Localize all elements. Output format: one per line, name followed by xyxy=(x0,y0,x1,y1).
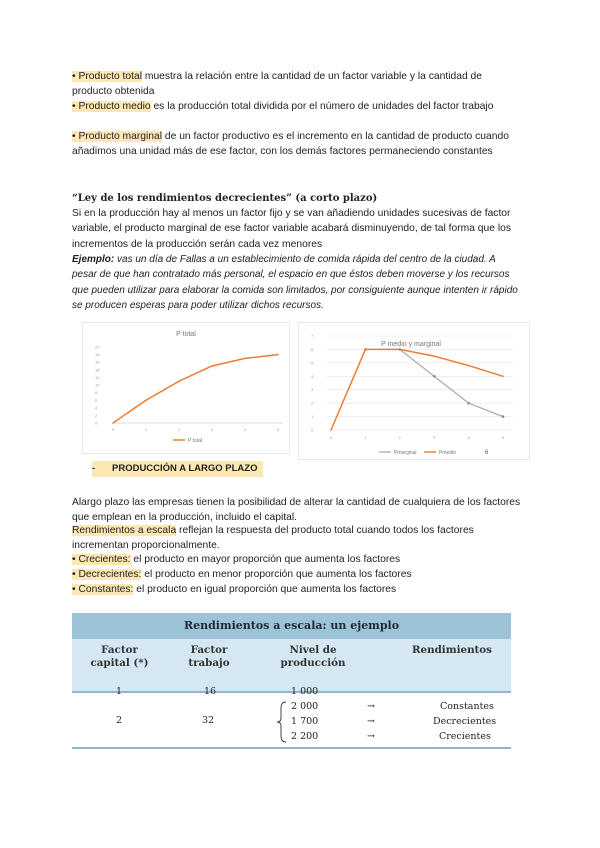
rendimientos-def-text: reflejan la respuesta del producto total cuando todos los factores incrementan proporcionalmente. xyxy=(72,525,474,552)
term-producto-marginal: • Producto marginal xyxy=(72,131,163,142)
chart1-x-tick: 0 xyxy=(111,427,115,432)
chart1-series-line xyxy=(113,355,278,423)
chart2-y-tick: 1 xyxy=(311,414,314,420)
chart2-title: P medio y marginal xyxy=(381,341,441,348)
chart1-legend-label: P total xyxy=(188,438,203,444)
chart2-y-tick: 5 xyxy=(311,360,314,366)
chart2-point-pmarginal xyxy=(467,402,470,405)
chart2-point-pmarginal xyxy=(433,375,436,378)
outcome-rend-2: Decrecientes xyxy=(433,716,497,727)
table-bottom-rule xyxy=(72,747,511,749)
chart2-y-tick: 3 xyxy=(311,387,314,393)
chart1-y-tick: 18 xyxy=(95,352,100,358)
chart2-x-tick: 4 xyxy=(467,435,470,440)
chart2-y-tick: 7 xyxy=(311,333,314,339)
table-brace xyxy=(276,700,290,744)
law-heading: “Ley de los rendimientos decrecientes” (a corto plazo) xyxy=(72,193,378,204)
term-producto-medio: • Producto medio xyxy=(72,101,151,112)
long-run-intro: Alargo plazo las empresas tienen la posibilidad de alterar la cantidad de cualquiera de los factores que emplean en la producción, incluido el capital. xyxy=(72,497,521,524)
term-constantes: • Constantes: xyxy=(72,584,134,595)
chart2-y-tick: 4 xyxy=(311,373,314,379)
chart2-point-pmedio xyxy=(365,349,367,351)
outcome-nivel-1: 2 000 xyxy=(291,701,319,712)
chart2-x-tick: 1 xyxy=(364,435,367,440)
table-header-row xyxy=(72,639,511,693)
chart1-y-tick: 10 xyxy=(95,382,100,388)
chart-p-total-svg xyxy=(83,323,289,453)
row2-capital: 2 xyxy=(116,715,123,726)
chart2-point-pmedio xyxy=(502,375,504,377)
header-trabajo: Factor trabajo xyxy=(188,644,230,669)
chart-p-medio-marginal-svg xyxy=(299,323,529,459)
type-decrecientes xyxy=(72,567,522,582)
section-bullet: - xyxy=(92,463,96,474)
term-decrecientes: • Decrecientes: xyxy=(72,569,142,580)
chart2-x-tick: 5 xyxy=(501,435,505,440)
chart1-y-tick: 20 xyxy=(95,344,100,350)
chart1-y-tick: 6 xyxy=(95,397,98,403)
rendimientos-def xyxy=(72,523,522,554)
row1-capital: 1 xyxy=(116,686,123,697)
def-marginal-text: de un factor productivo es el incremento en la cantidad de producto cuando añadimos una unidad más de ese factor, con los demás factores permaneciendo constantes xyxy=(72,131,509,158)
chart1-y-tick: 14 xyxy=(95,367,100,373)
section-title: PRODUCCIÓN A LARGO PLAZO xyxy=(112,463,258,474)
chart1-y-tick: 4 xyxy=(95,405,98,411)
chart1-y-tick: 16 xyxy=(95,359,100,365)
chart2-point-pmedio xyxy=(468,365,470,367)
chart2-legend-medio: Pmedio xyxy=(439,450,456,456)
term-crecientes: • Crecientes: xyxy=(72,554,131,565)
chart2-y-tick: 0 xyxy=(311,427,314,433)
chart-p-medio-marginal xyxy=(298,322,530,460)
chart2-y-tick: 6 xyxy=(311,346,314,352)
chart2-x-tick: 2 xyxy=(398,435,401,440)
def-total xyxy=(72,69,522,100)
chart1-x-tick: 4 xyxy=(243,427,247,432)
crecientes-text: el producto en mayor proporción que aumenta los factores xyxy=(130,554,401,565)
law-body: Si en la producción hay al menos un factor fijo y se van añadiendo unidades sucesivas de factor variable, el producto marginal de ese factor variable acabará disminuyendo, de tal forma que los incrementos de la producción serán cada vez menores xyxy=(72,208,512,250)
row1-trabajo: 16 xyxy=(204,686,217,697)
row2-trabajo: 32 xyxy=(202,715,215,726)
example-text: vas un día de Fallas a un establecimiento de comida rápida del centro de la ciudad. A pesar de que han contratado más personal, el espacio en que éstos deben moverse y los recursos que pueden utilizar para elaborar la comida son limitados, por consiguiente aunque intenten ir rápido se producen esperas para poder utilizar dichos recursos. xyxy=(72,254,518,311)
chart1-y-tick: 2 xyxy=(95,412,98,418)
chart2-point-pmarginal xyxy=(502,415,505,418)
def-medio xyxy=(72,99,522,114)
chart1-x-tick: 2 xyxy=(177,427,181,432)
table-title: Rendimientos a escala: un ejemplo xyxy=(72,613,511,639)
chart1-y-tick: 0 xyxy=(95,420,98,426)
section-heading xyxy=(92,461,263,477)
decrecientes-text: el producto en menor proporción que aumenta los factores xyxy=(141,569,412,580)
outcome-arrow-2: → xyxy=(367,716,375,727)
outcome-nivel-3: 2 200 xyxy=(291,731,319,742)
example-label: Ejemplo: xyxy=(72,254,115,265)
chart1-y-tick: 12 xyxy=(95,374,100,380)
term-producto-total: • Producto total xyxy=(72,71,143,82)
chart2-series-pmarginal xyxy=(365,349,503,416)
chart1-x-tick: 5 xyxy=(276,427,280,432)
def-marginal xyxy=(72,129,522,160)
header-nivel: Nivel de producción xyxy=(280,644,346,669)
chart2-legend-marginal: Pmarginal xyxy=(394,450,417,456)
row1-nivel: 1 000 xyxy=(291,686,319,697)
rendimientos-table xyxy=(72,613,511,749)
chart1-y-tick: 8 xyxy=(95,390,98,396)
def-medio-text: es la producción total dividida por el número de unidades del factor trabajo xyxy=(150,101,494,112)
chart-p-total xyxy=(82,322,290,454)
header-rend: Rendimientos xyxy=(412,644,492,656)
outcome-rend-1: Constantes xyxy=(440,701,494,712)
header-capital: Factor capital (*) xyxy=(90,644,149,669)
law-example xyxy=(72,252,522,313)
page-number: 6 xyxy=(485,450,489,456)
outcome-rend-3: Crecientes xyxy=(439,731,491,742)
chart2-point-pmedio xyxy=(433,355,435,357)
chart2-point-pmedio xyxy=(330,429,332,431)
chart1-title: P total xyxy=(176,331,196,338)
type-constantes xyxy=(72,582,522,597)
outcome-arrow-3: → xyxy=(367,731,375,742)
outcome-nivel-2: 1 700 xyxy=(291,716,319,727)
type-crecientes xyxy=(72,552,522,567)
def-total-text: muestra la relación entre la cantidad de un factor variable y la cantidad de producto obtenida xyxy=(72,71,483,98)
chart2-y-tick: 2 xyxy=(311,400,314,406)
constantes-text: el producto en igual proporción que aumenta los factores xyxy=(133,584,397,595)
outcome-arrow-1: → xyxy=(367,701,375,712)
chart2-x-tick: 0 xyxy=(329,435,333,440)
term-rendimientos-escala: Rendimientos a escala xyxy=(72,525,177,536)
chart1-x-tick: 1 xyxy=(144,427,148,432)
chart2-x-tick: 3 xyxy=(433,435,436,440)
chart1-x-tick: 3 xyxy=(210,427,214,432)
chart2-point-pmedio xyxy=(399,349,401,351)
